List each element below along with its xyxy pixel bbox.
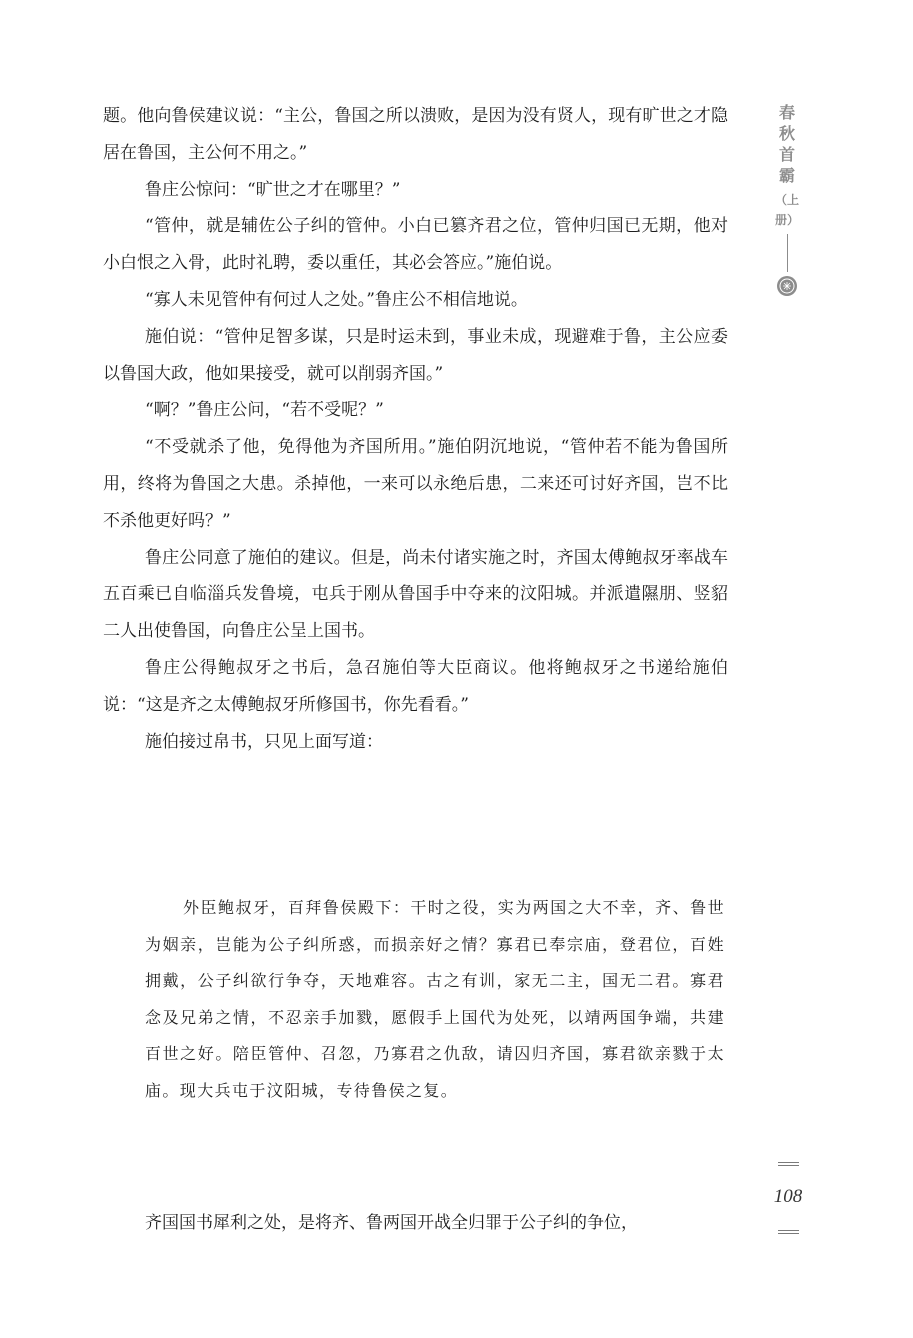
paragraph: 鲁庄公得鲍叔牙之书后，急召施伯等大臣商议。他将鲍叔牙之书递给施伯说：“这是齐之太傅鲍叔牙所修国书，你先看看。” — [103, 657, 728, 715]
paragraph: 题。他向鲁侯建议说：“主公，鲁国之所以溃败，是因为没有贤人，现有旷世之才隐居在鲁国，主公何不用之。” — [103, 106, 728, 163]
paragraph: 鲁庄公同意了施伯的建议。但是，尚未付诸实施之时，齐国太傅鲍叔牙率战车五百乘已自临淄兵发鲁境，屯兵于刚从鲁国手中夺来的汶阳城。并派遣隰朋、竖貂二人出使鲁国，向鲁庄公呈上国书。 — [103, 547, 728, 642]
paragraph: “啊？”鲁庄公问，“若不受呢？” — [145, 400, 384, 421]
paragraph: 施伯说：“管仲足智多谋，只是时运未到，事业未成，现避难于鲁，主公应委以鲁国大政，他如果接受，就可以削弱齐国。” — [103, 326, 728, 384]
volume-label: （上册） — [774, 193, 799, 227]
paragraph: “管仲，就是辅佐公子纠的管仲。小白已篡齐君之位，管仲归国已无期，他对小白恨之入骨，此时礼聘，委以重任，其必会答应。”施伯说。 — [103, 216, 728, 274]
quoted-letter: 外臣鲍叔牙，百拜鲁侯殿下：干时之役，实为两国之大不幸，齐、鲁世为姻亲，岂能为公子纠所惑，而损亲好之情？寡君已奉宗庙，登君位，百姓拥戴，公子纠欲行争夺，天地难容。古之有训，家无二主，国无二君。寡君念及兄弟之情，不忍亲手加戮，愿假手上国代为处死，以靖两国争端，共建百世之好。陪臣管仲、召忽，乃寡君之仇敌，请囚归齐国，寡君欲亲戮于太庙。现大兵屯于汶阳城，专待鲁侯之复。 — [145, 898, 725, 1100]
seal-emblem-icon — [777, 276, 797, 296]
main-text — [103, 98, 728, 760]
title-char: 霸 — [778, 166, 795, 185]
title-char: 首 — [778, 145, 795, 164]
paragraph-after-letter: 齐国国书犀利之处，是将齐、鲁两国开战全归罪于公子纠的争位， — [145, 1213, 638, 1233]
paragraph: 施伯接过帛书，只见上面写道： — [145, 731, 383, 752]
paragraph: 鲁庄公惊问：“旷世之才在哪里？” — [145, 179, 401, 200]
page-number-rule-top — [778, 1165, 799, 1166]
paragraph: “寡人未见管仲有何过人之处。”鲁庄公不相信地说。 — [145, 289, 528, 310]
page-number-rule-bottom — [778, 1230, 799, 1231]
page-number-rule-bottom — [778, 1233, 799, 1234]
page-number-rule-top — [778, 1162, 799, 1163]
title-char: 秋 — [778, 124, 795, 143]
side-divider — [787, 234, 788, 272]
page-number: 108 — [773, 1186, 803, 1207]
side-book-title — [770, 102, 804, 296]
paragraph: “不受就杀了他，免得他为齐国所用。”施伯阴沉地说，“管仲若不能为鲁国所用，终将为鲁国之大患。杀掉他，一来可以永绝后患，二来还可讨好齐国，岂不比不杀他更好吗？” — [103, 437, 728, 531]
title-char: 春 — [778, 103, 795, 122]
